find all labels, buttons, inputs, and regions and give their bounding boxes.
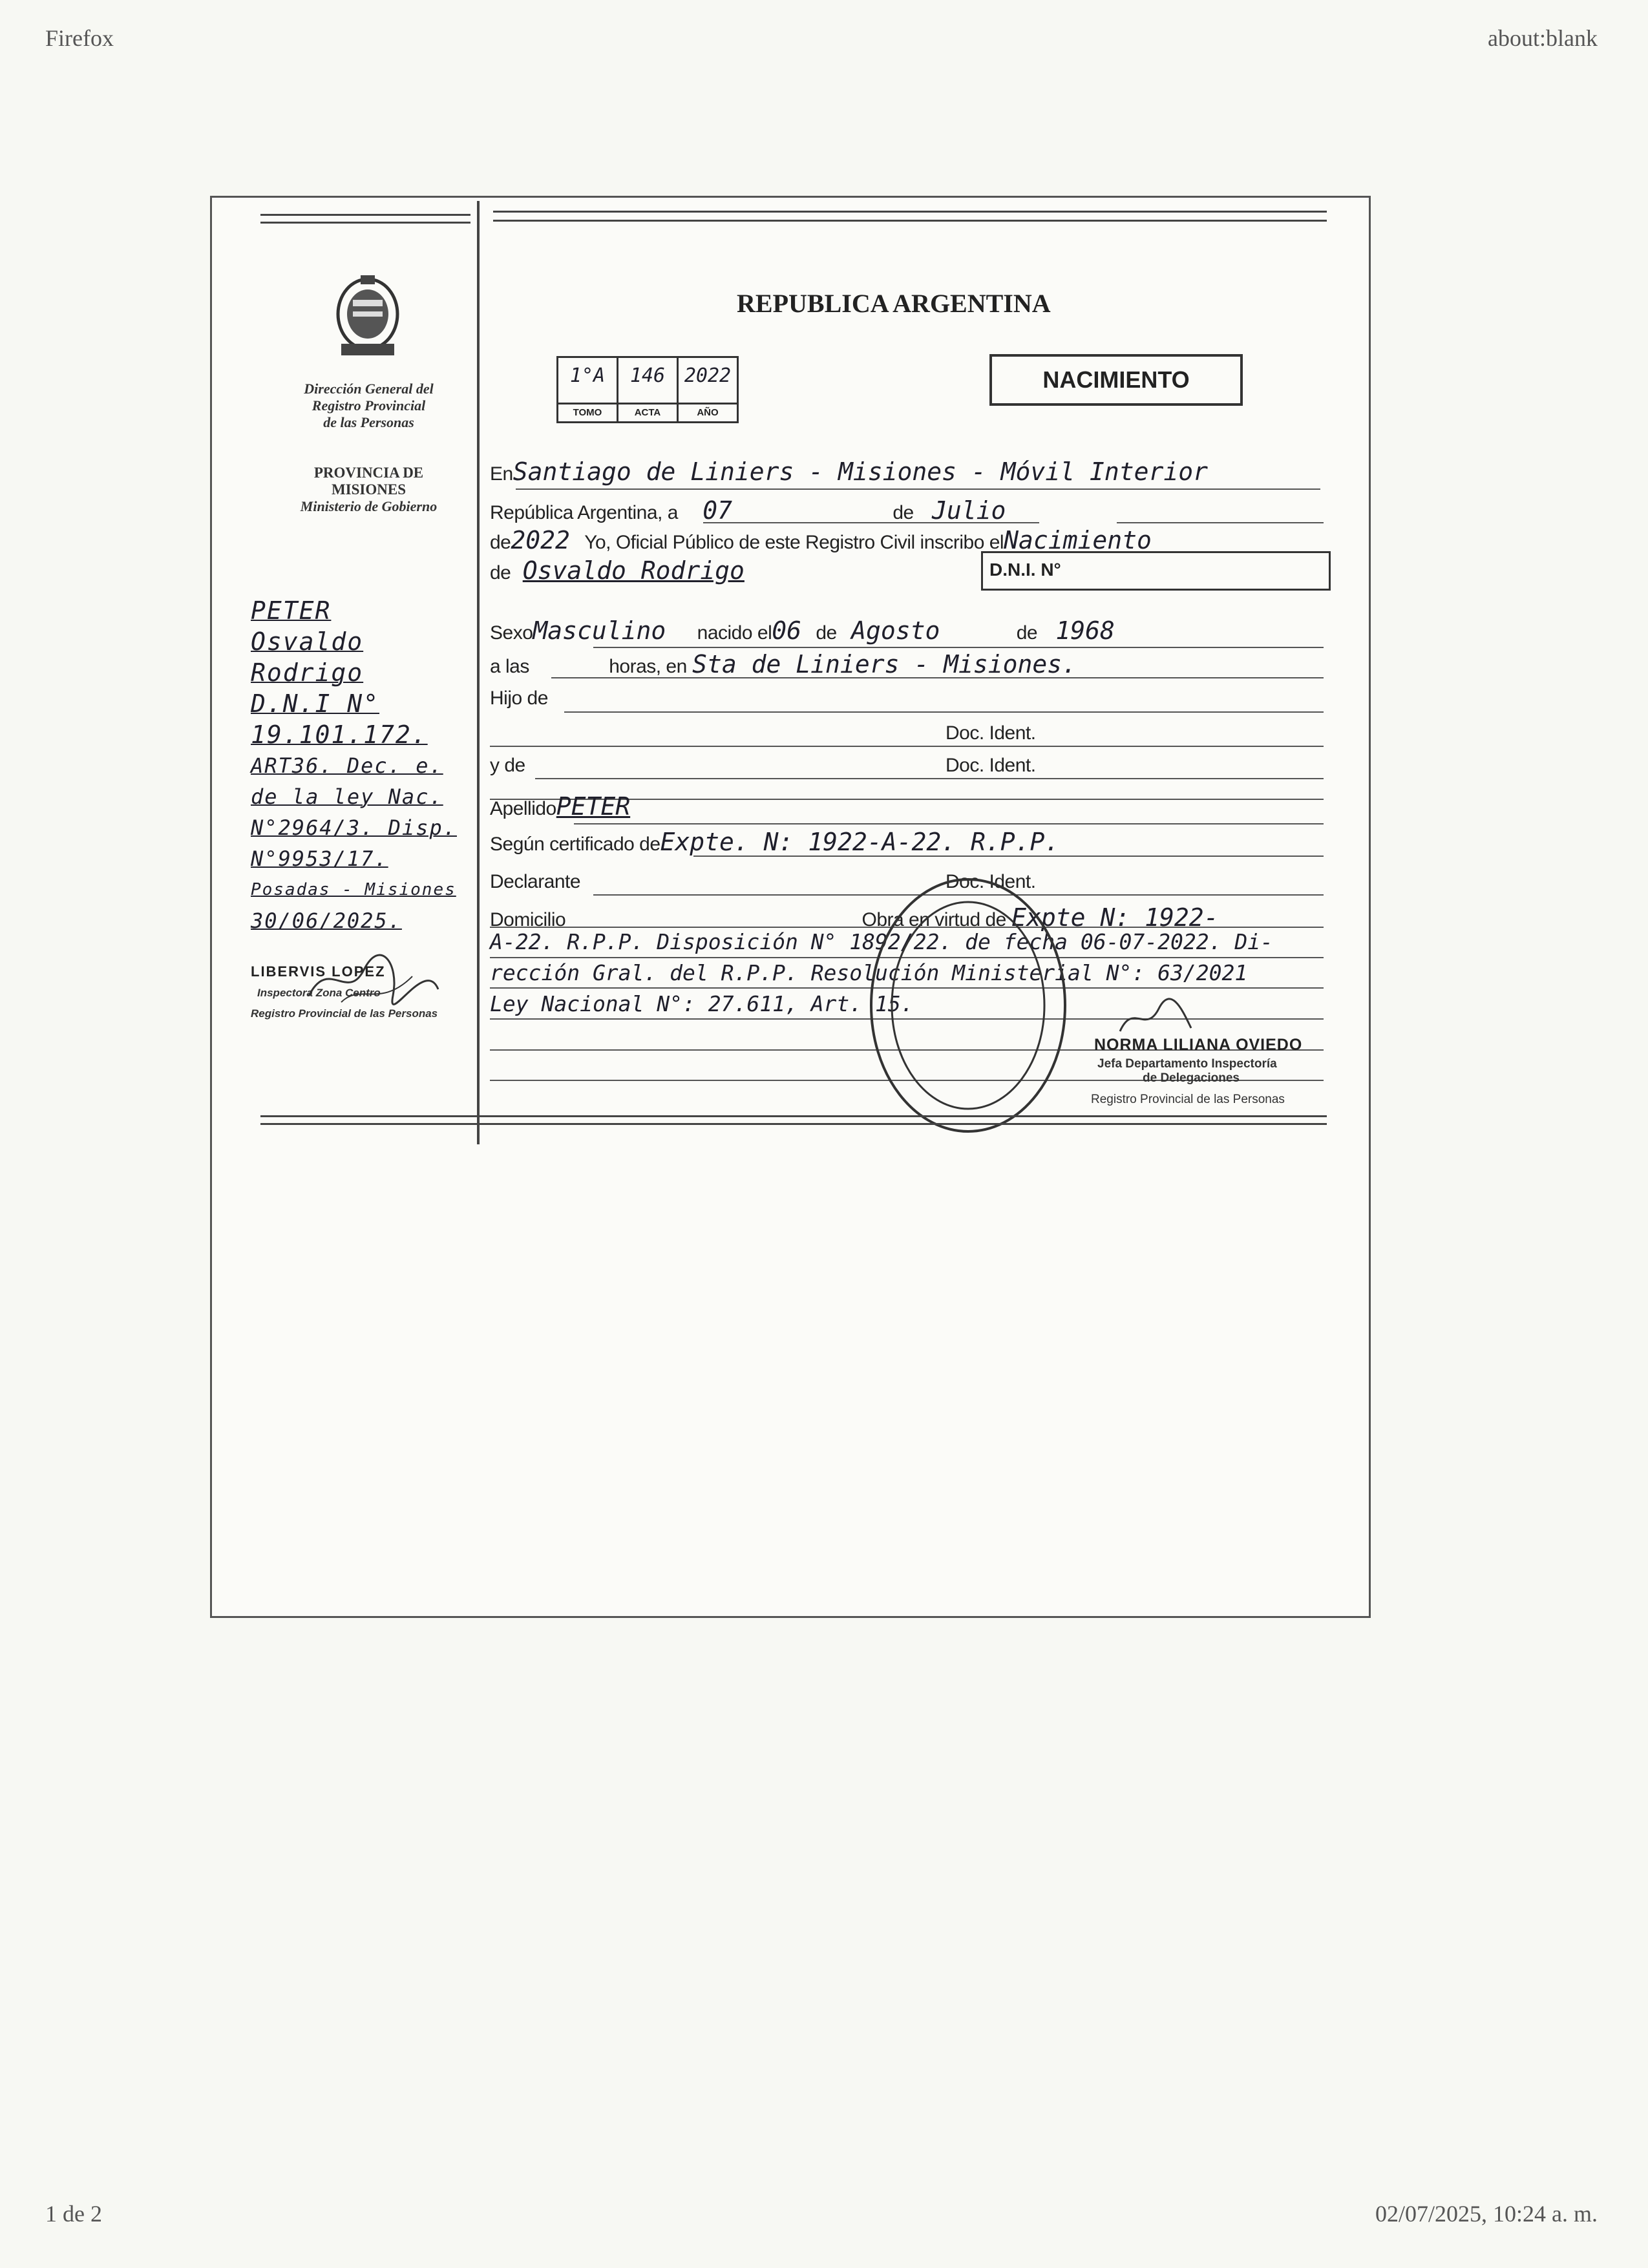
margin-line: N°2964/3. Disp. (251, 815, 457, 840)
right-signer-office: Registro Provincial de las Personas (1091, 1093, 1285, 1106)
person-row: de Osvaldo Rodrigo (490, 556, 745, 585)
declarant-row: Declarante (490, 871, 581, 892)
margin-line: PETER (251, 596, 332, 625)
margin-line: Posadas - Misiones (251, 880, 456, 899)
right-signer-title: Jefa Departamento Inspectoría de Delegaciones (1097, 1057, 1277, 1085)
right-signature-scribble (1114, 996, 1198, 1041)
date-row: República Argentina, a 07 de Julio (490, 496, 1006, 525)
issuing-office: Dirección General del Registro Provincial de las Personas (304, 381, 434, 430)
surname-row: ApellidoPETER (490, 792, 631, 821)
margin-annotation (251, 595, 470, 936)
place-row: EnSantiago de Liniers - Misiones - Móvil Interior (490, 457, 1208, 486)
margin-line: N°9953/17. (251, 846, 388, 871)
time-place-row: a las horas, en Sta de Liniers - Misiones. (490, 650, 1077, 678)
print-datetime: 02/07/2025, 10:24 a. m. (1375, 2201, 1598, 2227)
legal-basis-line: rección Gral. del R.P.P. Resolución Ministerial N°: 63/2021 (490, 960, 1248, 985)
doc-ident-1: Doc. Ident. (945, 722, 1036, 744)
country-heading: REPUBLICA ARGENTINA (737, 289, 1051, 318)
margin-line: de la ley Nac. (251, 784, 443, 809)
page-counter: 1 de 2 (45, 2201, 102, 2227)
left-signature-block: LIBERVIS LOPEZ Inspectora Zona Centro Registro Provincial de las Personas (251, 963, 464, 1034)
tomo-acta-year-box: 1°A TOMO 146 ACTA 2022 AÑO (556, 356, 739, 423)
doc-ident-2: Doc. Ident. (945, 755, 1036, 776)
official-stamp (861, 870, 1075, 1141)
margin-line: D.N.I N° (251, 689, 380, 718)
coat-of-arms-seal (327, 274, 408, 362)
column-divider (477, 201, 480, 1144)
year-row: de2022 Yo, Oficial Público de este Registro Civil inscribo elNacimiento (490, 526, 1152, 554)
right-signer-name: NORMA LILIANA OVIEDO (1094, 1036, 1303, 1054)
margin-line: 19.101.172. (251, 720, 428, 749)
browser-url: about:blank (1488, 25, 1598, 51)
birth-certificate (210, 196, 1371, 1618)
province-name: PROVINCIA DE MISIONES (313, 465, 424, 498)
margin-line: Osvaldo (251, 627, 364, 656)
margin-line: Rodrigo (251, 658, 364, 687)
legal-basis-line: A-22. R.P.P. Disposición N° 1892/22. de fecha 06-07-2022. Di- (490, 929, 1273, 954)
certificate-row: Según certificado deExpte. N: 1922-A-22. R.P.P. (490, 828, 1060, 856)
father-row: Hijo de (490, 688, 548, 709)
margin-line: 30/06/2025. (251, 908, 402, 933)
record-type-box: NACIMIENTO (989, 354, 1243, 406)
legal-basis-line: Ley Nacional N°: 27.611, Art. 15. (490, 991, 914, 1016)
sex-birth-row: SexoMasculino nacido el06 de Agosto de 1968 (490, 616, 1115, 645)
domicile-row: Domicilio Obra en virtud de Expte N: 1922- (490, 903, 1219, 932)
dni-box: D.N.I. N° (981, 551, 1331, 591)
mother-row: y de (490, 755, 525, 776)
browser-title: Firefox (45, 25, 114, 51)
margin-line: ART36. Dec. e. (251, 753, 443, 778)
ministry-name: Ministerio de Gobierno (300, 498, 438, 514)
doc-ident-3: Doc. Ident. (945, 871, 1036, 892)
